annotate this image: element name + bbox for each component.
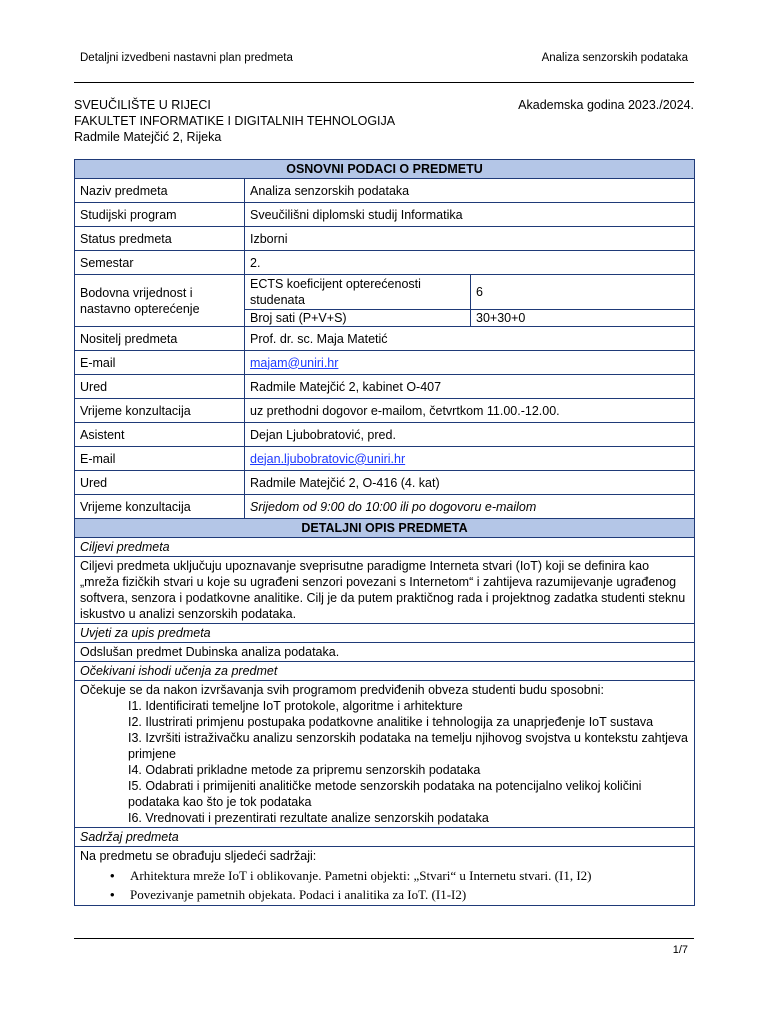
assistant-email-label: E-mail xyxy=(75,447,245,471)
assistant-value: Dejan Ljubobratović, pred. xyxy=(245,423,695,447)
assistant-email-link[interactable]: dejan.ljubobratovic@uniri.hr xyxy=(250,451,406,466)
holder-value: Prof. dr. sc. Maja Matetić xyxy=(245,327,695,351)
table-row xyxy=(75,399,695,423)
content-cell xyxy=(75,847,695,906)
academic-year: Akademska godina 2023./2024. xyxy=(518,98,694,112)
course-table xyxy=(74,159,695,906)
hours-label: Broj sati (P+V+S) xyxy=(245,310,471,327)
header-rule xyxy=(74,82,694,83)
list-item: I6. Vrednovati i prezentirati rezultate analize senzorskih podataka xyxy=(128,811,489,825)
ects-value: 6 xyxy=(471,275,695,310)
content-intro: Na predmetu se obrađuju sljedeći sadržaji: xyxy=(80,849,317,863)
table-row xyxy=(75,179,695,203)
goals-heading: Ciljevi predmeta xyxy=(75,538,695,557)
table-row xyxy=(75,447,695,471)
assistant-email-cell xyxy=(245,447,695,471)
table-row xyxy=(75,471,695,495)
row-label: Status predmeta xyxy=(75,227,245,251)
row-label: Naziv predmeta xyxy=(75,179,245,203)
table-row xyxy=(75,351,695,375)
holder-label: Nositelj predmeta xyxy=(75,327,245,351)
assistant-office-value: Radmile Matejčić 2, O-416 (4. kat) xyxy=(245,471,695,495)
running-header-left: Detaljni izvedbeni nastavni plan predmeta xyxy=(80,52,293,64)
row-value: Sveučilišni diplomski studij Informatika xyxy=(245,203,695,227)
list-item: I1. Identificirati temeljne IoT protokole, algoritme i arhitekture xyxy=(128,699,463,713)
assistant-label: Asistent xyxy=(75,423,245,447)
university-name: SVEUČILIŠTE U RIJECI xyxy=(74,98,211,112)
outcomes-intro: Očekuje se da nakon izvršavanja svih programom predviđenih obveza studenti budu sposobni: xyxy=(80,683,604,697)
assistant-consult-value: Srijedom od 9:00 do 10:00 ili po dogovoru e-mailom xyxy=(245,495,695,519)
outcomes-list xyxy=(80,698,689,826)
page-number: 1/7 xyxy=(672,944,688,956)
email-cell xyxy=(245,351,695,375)
outcomes-heading: Očekivani ishodi učenja za predmet xyxy=(75,662,695,681)
faculty-address: Radmile Matejčić 2, Rijeka xyxy=(74,130,222,144)
row-value: Izborni xyxy=(245,227,695,251)
ects-label: ECTS koeficijent opterećenosti studenata xyxy=(245,275,471,310)
table-row xyxy=(75,227,695,251)
list-item: • Arhitektura mreže IoT i oblikovanje. Pametni objekti: „Stvari“ u Internetu stvari. (I1, I2) xyxy=(110,866,689,885)
goals-text: Ciljevi predmeta uključuju upoznavanje sveprisutne paradigme Interneta stvari (IoT) koji se definira kao „mreža fizičkih stvari u koje su ugrađeni senzori povezani s Internetom“ i zahtijeva razumijevanje ugrađenog softvera, senzora i podatkovne analitike. Cilj je da putem praktičnog rada i projektnog zadatka studenti steknu iskustvo u analizi senzorskih podataka. xyxy=(75,557,695,624)
table-row xyxy=(75,375,695,399)
office-label: Ured xyxy=(75,375,245,399)
assistant-consult-label: Vrijeme konzultacija xyxy=(75,495,245,519)
list-item: I5. Odabrati i primijeniti analitičke metode senzorskih podataka na potencijalno velikoj količini podataka kao što je tok podataka xyxy=(128,779,642,809)
row-value: 2. xyxy=(245,251,695,275)
prereq-text: Odslušan predmet Dubinska analiza podataka. xyxy=(75,643,695,662)
consult-value: uz prethodni dogovor e-mailom, četvrtkom 11.00.-12.00. xyxy=(245,399,695,423)
hours-value: 30+30+0 xyxy=(471,310,695,327)
content-heading: Sadržaj predmeta xyxy=(75,828,695,847)
table-row xyxy=(75,203,695,227)
prereq-heading: Uvjeti za upis predmeta xyxy=(75,624,695,643)
email-label: E-mail xyxy=(75,351,245,375)
table-row xyxy=(75,327,695,351)
list-item: • Povezivanje pametnih objekata. Podaci i analitika za IoT. (I1-I2) xyxy=(110,885,689,904)
consult-label: Vrijeme konzultacija xyxy=(75,399,245,423)
running-header-right: Analiza senzorskih podataka xyxy=(541,52,688,64)
outcomes-cell xyxy=(75,681,695,828)
faculty-name: FAKULTET INFORMATIKE I DIGITALNIH TEHNOLOGIJA xyxy=(74,114,396,128)
section-basic-title: OSNOVNI PODACI O PREDMETU xyxy=(75,160,695,179)
table-row xyxy=(75,495,695,519)
table-row xyxy=(75,275,695,310)
email-link[interactable]: majam@uniri.hr xyxy=(250,355,339,370)
row-label: Studijski program xyxy=(75,203,245,227)
credits-label: Bodovna vrijednost i nastavno opterećenje xyxy=(75,275,245,327)
section-detail-title: DETALJNI OPIS PREDMETA xyxy=(75,519,695,538)
institution-block xyxy=(74,97,395,145)
footer-rule xyxy=(74,938,694,939)
assistant-office-label: Ured xyxy=(75,471,245,495)
row-label: Semestar xyxy=(75,251,245,275)
list-item: I3. Izvršiti istraživačku analizu senzorskih podataka na temelju njihovog svojstva u kontekstu zahtjeva primjene xyxy=(128,731,689,761)
row-value: Analiza senzorskih podataka xyxy=(245,179,695,203)
list-item: I4. Odabrati prikladne metode za pripremu senzorskih podataka xyxy=(128,763,481,777)
table-row xyxy=(75,423,695,447)
table-row xyxy=(75,251,695,275)
list-item: I2. Ilustrirati primjenu postupaka podatkovne analitike i tehnologija za unaprjeđenje IoT sustava xyxy=(128,715,654,729)
office-value: Radmile Matejčić 2, kabinet O-407 xyxy=(245,375,695,399)
content-list xyxy=(80,866,689,904)
